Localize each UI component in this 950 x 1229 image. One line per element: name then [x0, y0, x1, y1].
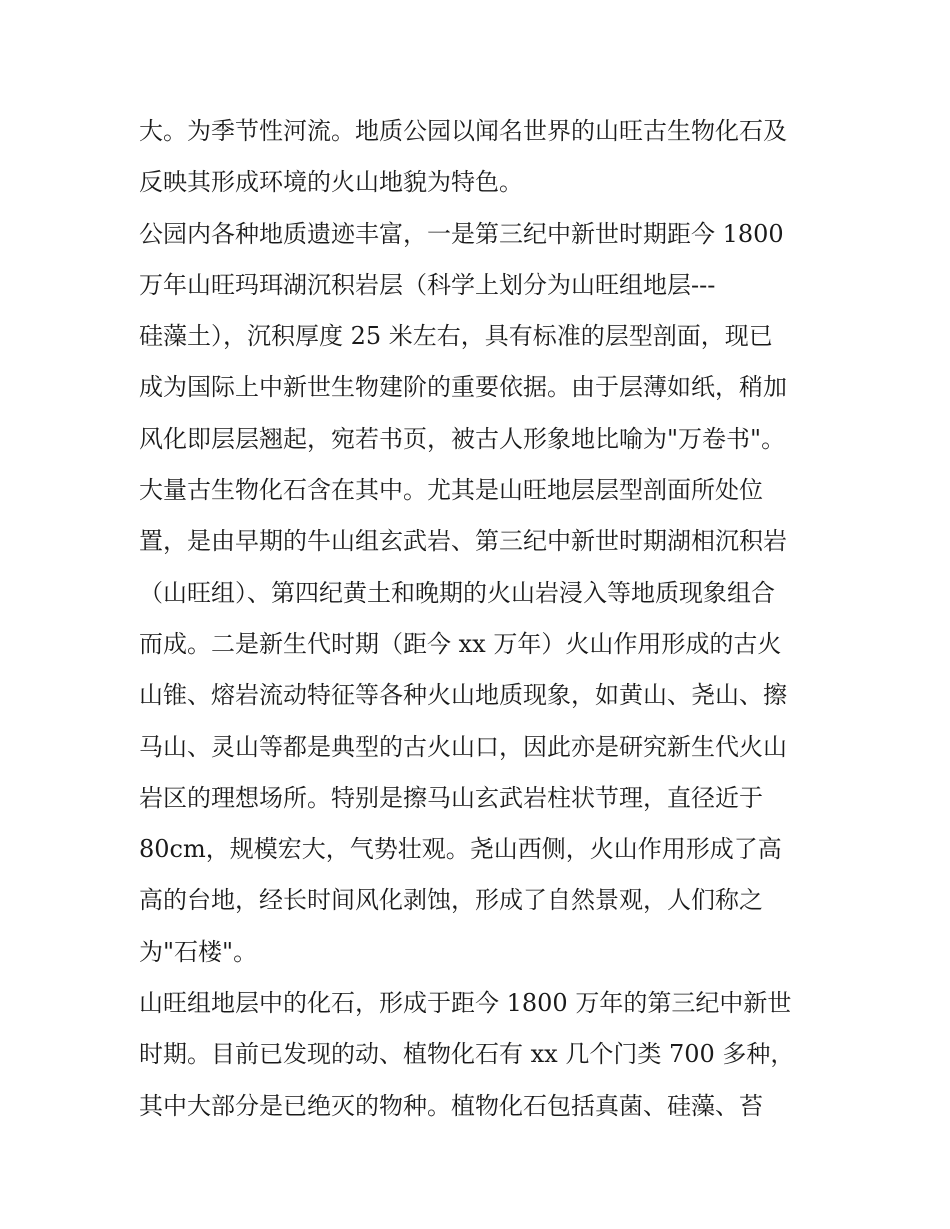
text-line: 岩区的理想场所。特别是擦马山玄武岩柱状节理，直径近于 [139, 783, 763, 812]
text-line: 反映其形成环境的火山地貌为特色。 [139, 168, 523, 197]
text-line: 大量古生物化石含在其中。尤其是山旺地层层型剖面所处位 [139, 476, 763, 505]
text-line: 80cm，规模宏大，气势壮观。尧山西侧，火山作用形成了高 [139, 835, 782, 864]
text-line: 高的台地，经长时间风化剥蚀，形成了自然景观，人们称之 [139, 886, 763, 915]
text-line: （山旺组）、第四纪黄土和晚期的火山岩浸入等地质现象组合 [139, 578, 775, 607]
text-line: 其中大部分是已绝灭的物种。植物化石包括真菌、硅藻、苔 [139, 1091, 763, 1120]
text-line: 风化即层层翘起，宛若书页，被古人形象地比喻为"万卷书"。 [139, 424, 786, 453]
text-line: 为"石楼"。 [139, 937, 258, 966]
text-line: 硅藻土），沉积厚度 25 米左右，具有标准的层型剖面，现已 [139, 322, 773, 351]
text-line: 山旺组地层中的化石，形成于距今 1800 万年的第三纪中新世 [139, 989, 792, 1018]
text-line: 山锥、熔岩流动特征等各种火山地质现象，如黄山、尧山、擦 [139, 681, 787, 710]
text-line: 大。为季节性河流。地质公园以闻名世界的山旺古生物化石及 [139, 117, 787, 145]
text-line: 马山、灵山等都是典型的古火山口，因此亦是研究新生代火山 [139, 732, 787, 761]
body-text [139, 106, 819, 1132]
text-line: 万年山旺玛珥湖沉积岩层（科学上划分为山旺组地层--- [139, 270, 716, 299]
text-line: 置，是由早期的牛山组玄武岩、第三纪中新世时期湖相沉积岩 [139, 527, 787, 556]
text-line: 成为国际上中新世生物建阶的重要依据。由于层薄如纸，稍加 [139, 373, 787, 402]
text-line: 公园内各种地质遗迹丰富，一是第三纪中新世时期距今 1800 [139, 219, 784, 248]
text-line: 时期。目前已发现的动、植物化石有 xx 几个门类 700 多种， [139, 1040, 795, 1069]
text-line: 而成。二是新生代时期（距今 xx 万年）火山作用形成的古火 [139, 629, 782, 658]
